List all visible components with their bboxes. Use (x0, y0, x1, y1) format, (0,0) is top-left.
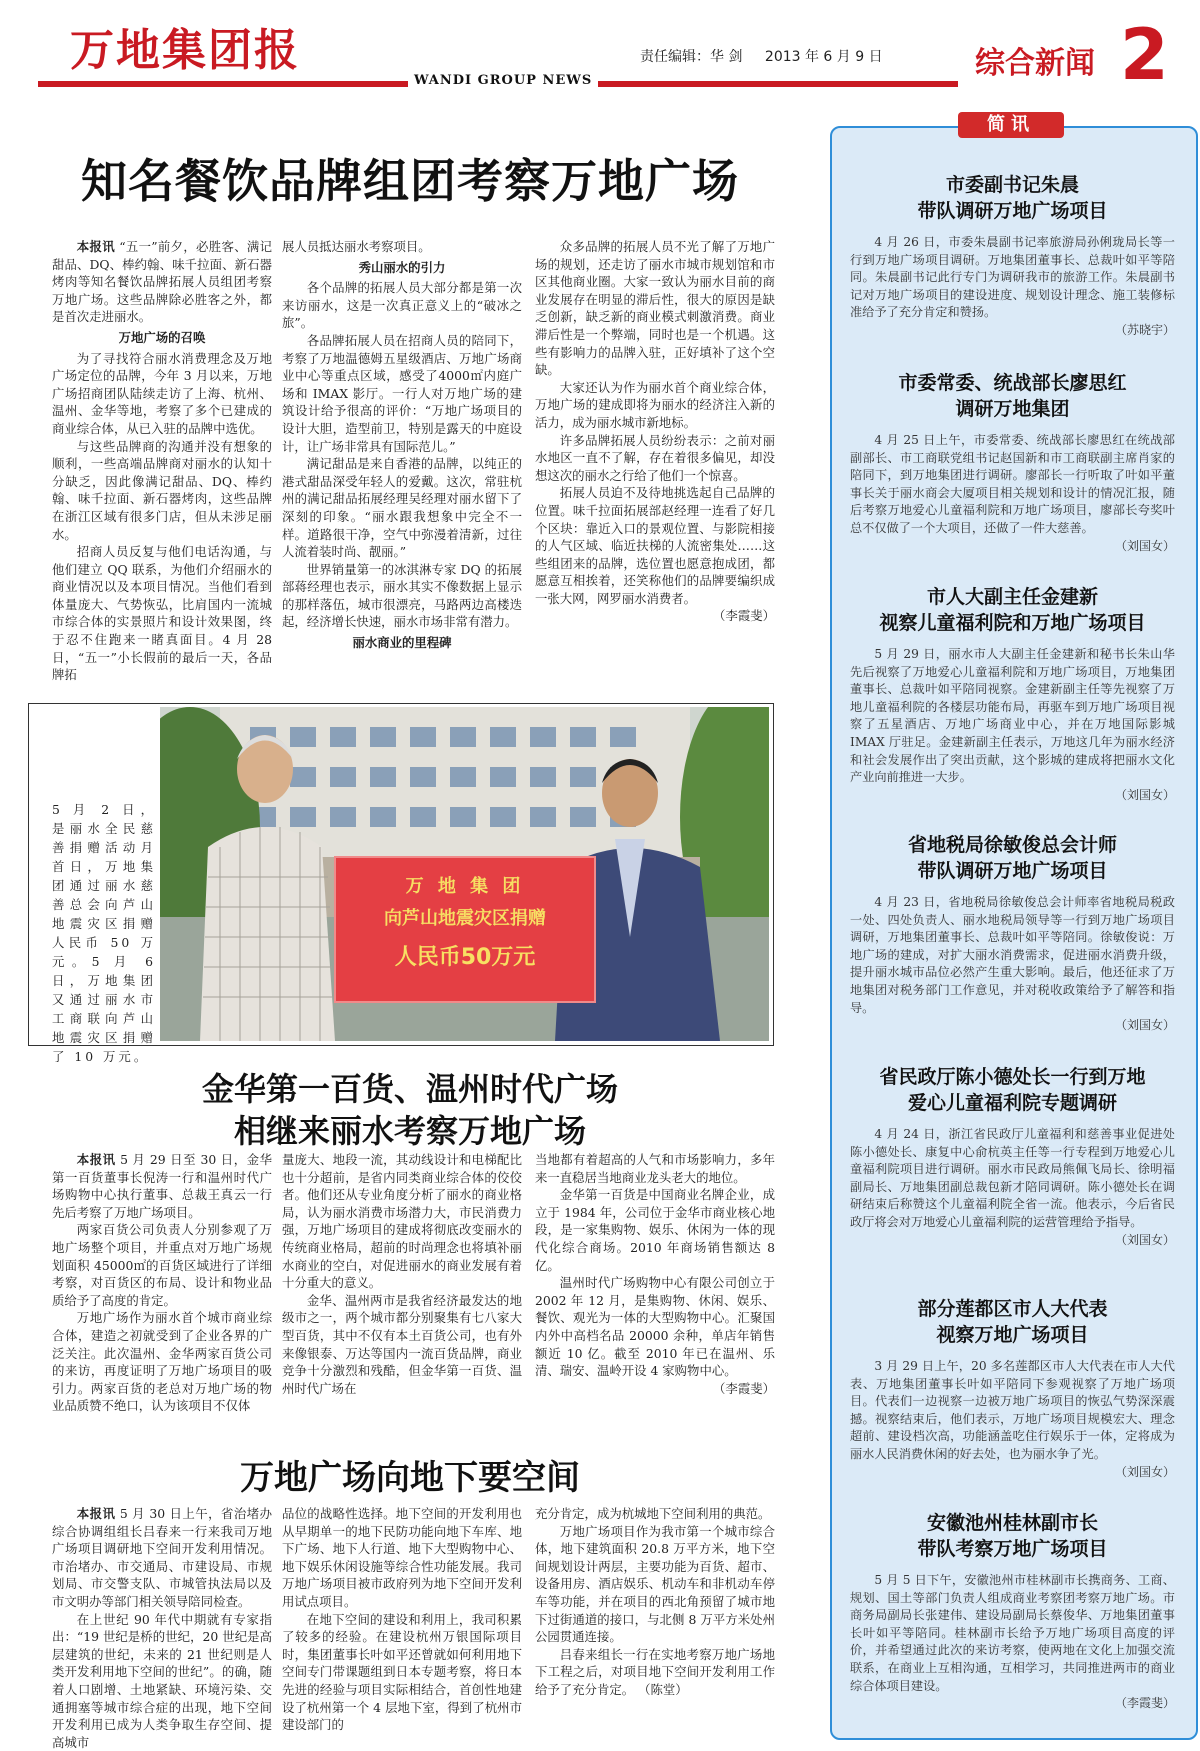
brief-title: 安徽池州桂林副市长 带队考察万地广场项目 (917, 1512, 1108, 1560)
article1-subhead: 秀山丽水的引力 (358, 259, 446, 275)
article2-headline-line-1: 金华第一百货、温州时代广场 (201, 1070, 618, 1108)
article3-column-3 (535, 1505, 775, 1699)
brief-item (850, 1510, 1175, 1713)
article1-lead: 本报讯 (76, 239, 115, 254)
article3-headline: 万地广场向地下要空间 (240, 1458, 580, 1498)
article1-column-1 (52, 238, 272, 684)
brief-body: 4 月 23 日，省地税局徐敏俊总会计师率省地税局税政一处、四处负责人、丽水地税局领导等一行到万地广场项目调研，万地集团董事长、总裁叶如平等陪同。徐敏俊说：万地广场的建成，对扩大丽水消费需求，促进丽水消费升级，提升丽水城市品位必然产生重大影响。最后，他还征求了万地集团对税务部门工作意见，并对税收政策给予了解答和指导。 (850, 895, 1175, 1015)
article3-paragraph: 品位的战略性选择。地下空间的开发利用也从早期单一的地下民防功能向地下车库、地下广场、地下人行道、地下大型购物中心、地下娱乐休闲设施等综合性功能发展。我司万地广场项目被市政府列为地下空间开发利用试点项目。 (282, 1506, 522, 1609)
newspaper-logo: 万地集团报 (70, 25, 300, 76)
article2-headline-line-2: 相继来丽水考察万地广场 (233, 1112, 586, 1150)
article1-paragraph: 各个品牌的拓展人员大部分都是第一次来访丽水，这是一次真正意义上的“破冰之旅”。 (282, 280, 522, 331)
donation-photo (160, 707, 769, 1041)
brief-title: 市委副书记朱晨 带队调研万地广场项目 (917, 174, 1108, 222)
brief-item (850, 1296, 1175, 1481)
brief-body: 5 月 29 日，丽水市人大副主任金建新和秘书长朱山华先后视察了万地爱心儿童福利院和万地广场项目，万地集团董事长、总裁叶如平陪同视察。金建新副主任等先视察了万地儿童福利院的各楼层功能布局，再驱车到万地广场项目视察了五星酒店、万地广场商业中心，并在万地国际影城 IMAX 厅驻足。金建新副主任表示，万地这几年为丽水经济和社会发展作出了突出贡献，这个影城的建成将把丽水文化产业向前推进一大步。 (850, 647, 1175, 785)
brief-body: 3 月 29 日上午，20 多名莲都区市人大代表在市人大代表、万地集团董事长叶如平陪同下参观视察了万地广场项目。代表们一边视察一边被万地广场项目的恢弘气势深深震撼。视察结束后，他们表示，万地广场项目规模宏大、理念超前、建设档次高，功能涵盖吃住行娱乐于一体，定将成为丽水人民消费休闲的好去处，也为丽水争了光。 (850, 1359, 1175, 1461)
brief-item (850, 172, 1175, 340)
article2-signature: （李霞斐） (713, 1380, 775, 1396)
section-title: 综合新闻 (975, 46, 1095, 81)
article2-paragraph: 万地广场作为丽水首个城市商业综合体，建造之初就受到了企业各界的广泛关注。此次温州、金华两家百货公司的来访，再度证明了万地广场项目的吸引力。两家百货的老总对万地广场的物业品质赞不绝口，认为该项目不仅体 (52, 1310, 272, 1414)
article3-paragraph: 在上世纪 90 年代中期就有专家指出：“19 世纪是桥的世纪，20 世纪是高层建筑的世纪，未来的 21 世纪则是人类开发利用地下空间的世纪”。的确，随着人口剧增、土地紧缺、环境污染、交通拥塞等城市综合症的出现，地下空间开发利用已成为人类争取生存空间、提高城市 (52, 1611, 272, 1750)
brief-item (850, 584, 1175, 804)
article1-paragraph: 各品牌拓展人员在招商人员的陪同下，考察了万地温德姆五星级酒店、万地广场商业中心等重点区域，感受了4000㎡内庭广场和 IMAX 影厅。一行人对万地广场的建筑设计给予很高的评价：“万地广场项目的设计大胆，造型前卫，特别是露天的中庭设计，让广场非常具有国际范儿。” (282, 332, 522, 454)
brief-signature: （刘国女） (1114, 1232, 1175, 1247)
brief-title: 省民政厅陈小德处长一行到万地 爱心儿童福利院专题调研 (879, 1066, 1146, 1114)
brief-signature: （刘国女） (1114, 1464, 1175, 1479)
article1-paragraph: 大家还认为作为丽水首个商业综合体，万地广场的建成即将为丽水的经济注入新的活力，成为丽水城市新地标。 (535, 379, 775, 430)
article2-column-3 (535, 1151, 775, 1397)
issue-date: 2013 年 6 月 9 日 (764, 49, 883, 65)
article1-paragraph: 许多品牌拓展人员纷纷表示：之前对丽水地区一直不了解，存在着很多偏见，却没想这次的丽水之行给了他们一个惊喜。 (535, 432, 775, 483)
article1-column-3 (535, 238, 775, 625)
article1-signature: （李霞斐） (713, 608, 775, 624)
article3-paragraph: 本报讯 5 月 30 日上午，省治堵办综合协调组组长吕春来一行来我司万地广场项目调研地下空间开发利用情况。市治堵办、市交通局、市建设局、市规划局、市交警支队、市城管执法局以及市文明办等部门相关领导陪同检查。 (52, 1506, 272, 1609)
article3-column-2 (282, 1505, 522, 1734)
article1-paragraph: 满记甜品是来自香港的品牌，以纯正的港式甜品深受年轻人的爱戴。这次，常驻杭州的满记甜品拓展经理吴经理对丽水留下了深刻的印象。“丽水跟我想象中完全不一样。道路很干净，空气中弥漫着清新，过往人流着装时尚、靓丽。” (282, 456, 522, 560)
article2-paragraph: 金华第一百货是中国商业名牌企业，成立于 1984 年，公司位于金华市商业核心地段，是一家集购物、娱乐、休闲为一体的现代化综合商场。2010 年商场销售额达 8 亿。 (535, 1187, 775, 1273)
article1-paragraph: 为了寻找符合丽水消费理念及万地广场定位的品牌，今年 3 月以来，万地广场招商团队陆续走访了上海、杭州、温州、金华等地，考察了多个已建成的商业综合体，从已入驻的品牌中选优。 (52, 350, 272, 436)
brief-signature: （刘国女） (1114, 1018, 1175, 1033)
article2-paragraph: 金华、温州两市是我省经济最发达的地级市之一，两个城市都分别聚集有七八家大型百货，其中不仅有本土百货公司，也有外来像银泰、万达等国内一流百货品牌，商业竞争十分激烈和残酷，但金华第一百货、温州时代广场在 (282, 1292, 522, 1396)
photo-caption: 5 月 2 日，是丽水全民慈善捐赠活动月首日，万地集团通过丽水慈善总会向芦山地震灾区捐赠人民币 50 万元。5 月 6 日，万地集团又通过丽水市工商联向芦山地震灾区捐赠了 10 万元。 (52, 802, 156, 1064)
brief-title: 省地税局徐敏俊总会计师 带队调研万地广场项目 (907, 834, 1117, 882)
article2-paragraph: 本报讯 5 月 29 日至 30 日，金华第一百货董事长倪涛一行和温州时代广场购物中心执行董事、总裁王真云一行先后考察了万地广场项目。 (52, 1152, 272, 1220)
article2-paragraph: 温州时代广场购物中心有限公司创立于 2002 年 12 月，是集购物、休闲、娱乐、餐饮、观光为一体的大型购物中心。汇聚国内外中高档名品 20000 余种，单店年销售额近 10 亿。截至 2010 年已在温州、乐清、瑞安、温岭开设 4 家购物中心。 (535, 1275, 775, 1379)
page-number: 2 (1120, 14, 1169, 96)
article2-paragraph: 量庞大、地段一流，其动线设计和电梯配比也十分超前，是省内同类商业综合体的佼佼者。他们还从专业角度分析了丽水的商业格局，认为丽水消费市场潜力大，市民消费力强，万地广场项目的建成将彻底改变丽水的传统商业格局，超前的时尚理念也将填补丽水商业的空白，对促进丽水的商业发展有着十分重大的意义。 (282, 1152, 522, 1291)
brief-body: 4 月 24 日，浙江省民政厅儿童福利和慈善事业促进处陈小德处长、康复中心俞杭英主任等一行专程到万地爱心儿童福利院项目进行调研。丽水市民政局熊佩飞局长、徐明福副局长、万地集团副总裁包新才陪同调研。陈小德处长在调研结束后称赞这个儿童福利院全省一流。他表示，今后省民政厅将会对万地爱心儿童福利院的运营管理给予指导。 (850, 1127, 1175, 1229)
article2-paragraph: 两家百货公司负责人分别参观了万地广场整个项目，并重点对万地广场规划面积 45000㎡的百货区域进行了详细考察，对百货区的布局、设计和物业品质给予了高度的肯定。 (52, 1222, 272, 1308)
article3-lead: 本报讯 (76, 1506, 116, 1521)
article3-paragraph: 吕春来组长一行在实地考察万地广场地下工程之后，对项目地下空间开发利用工作给予了充分肯定。 （陈堂） (535, 1646, 775, 1697)
article2-column-2 (282, 1151, 522, 1397)
brief-signature: （刘国女） (1114, 538, 1175, 553)
brief-title: 市委常委、统战部长廖思红 调研万地集团 (898, 372, 1127, 420)
donation-board-text (335, 872, 595, 980)
article2-column-1 (52, 1151, 272, 1415)
article1-paragraph: 本报讯 “五一”前夕，必胜客、满记甜品、DQ、棒约翰、味千拉面、新石器烤肉等知名餐饮品牌拓展人员组团考察万地广场。这些品牌除必胜客之外，都是首次走进丽水。 (52, 239, 273, 325)
brief-title: 市人大副主任金建新 视察儿童福利院和万地广场项目 (879, 586, 1146, 634)
article3-signature: （陈堂） (638, 1681, 688, 1697)
brief-item (850, 832, 1175, 1035)
article1-paragraph: 世界销量第一的冰淇淋专家 DQ 的拓展部蒋经理也表示，丽水其实不像数据上显示的那样落伍，城市很漂亮，马路两边高楼迭起，经济增长快速，丽水市场非常有潜力。 (282, 561, 522, 630)
brief-signature: （李霞斐） (1114, 1696, 1175, 1711)
brief-signature: （苏晓宇） (1114, 322, 1175, 337)
article3-column-1 (52, 1505, 272, 1751)
board-line-1: 万 地 集 团 (405, 876, 525, 897)
article1-paragraph: 展人员抵达丽水考察项目。 (282, 239, 431, 254)
editor-label: 责任编辑：华 剑 (640, 49, 743, 65)
brief-signature: （刘国女） (1114, 787, 1175, 802)
article1-paragraph: 招商人员反复与他们电话沟通，与他们建立 QQ 联系，为他们介绍丽水的商业情况以及本项目情况。当他们看到体量庞大、气势恢弘，比肩国内一流城市综合体的实景照片和设计效果图，终于忍不住跑来一睹真面目。4 月 28 日，“五一”小长假前的最后一天，各品牌拓 (52, 544, 272, 683)
brief-item (850, 1064, 1175, 1249)
article1-column-2 (282, 238, 522, 655)
brief-body: 4 月 25 日上午，市委常委、统战部长廖思红在统战部副部长、市工商联党组书记赵国新和市工商联副主席肖家的陪同下，到万地集团进行调研。廖部长一行听取了叶如平董事长关于丽水商会大厦项目相关规划和设计的情况汇报，随后考察万地爱心儿童福利院和万地广场项目，廖部长夸奖叶总不仅做了一个大项目，还做了一件大慈善。 (850, 433, 1175, 535)
article1-subhead: 万地广场的召唤 (118, 329, 206, 345)
brief-body: 4 月 26 日，市委朱晨副书记率旅游局孙俐珑局长等一行到万地广场项目调研。万地集团董事长、总裁叶如平等陪同。朱晨副书记此行专门为调研我市的旅游工作。朱晨副书记对万地广场项目的建设进度、规划设计理念、施工装修标准给予了充分肯定和赞扬。 (850, 235, 1175, 320)
editor-and-date (640, 46, 901, 66)
article1-paragraph: 众多品牌的拓展人员不光了解了万地广场的规划，还走访了丽水市城市规划馆和市区其他商业圈。大家一致认为丽水目前的商业发展存在明显的滞后性，很大的原因是缺乏创新，缺乏新的商业模式刺激消费。商业滞后性是一个弊端，同时也是一个机遇。这些有影响力的品牌入驻，正好填补了这个空缺。 (535, 239, 775, 378)
brief-title: 部分莲都区市人大代表 视察万地广场项目 (917, 1298, 1108, 1346)
board-line-3: 人民币50万元 (394, 945, 536, 970)
article1-paragraph: 拓展人员迫不及待地挑选起自己品牌的位置。味千拉面拓展部赵经理一连看了好几个区块：靠近入口的景观位置、与影院相接的人气区域、临近扶梯的人流密集处……这些组团来的品牌，选位置也愿意抱成团，都愿意互相挨着，还笑称他们的品牌要编织成一张大网，网罗丽水消费者。 (535, 485, 775, 606)
article1-headline: 知名餐饮品牌组团考察万地广场 (81, 154, 739, 208)
article1-subhead: 丽水商业的里程碑 (352, 635, 452, 651)
article3-paragraph: 在地下空间的建设和利用上，我司积累了较多的经验。在建设杭州万银国际项目时，集团董事长叶如平还曾就如何利用地下空间专门带课题组到日本专题考察，将日本先进的经验与项目实际相结合，首创性地建设了杭州第一个 4 层地下室，得到了杭州市建设部门的 (282, 1611, 522, 1733)
article3-paragraph: 万地广场项目作为我市第一个城市综合体，地下建筑面积 20.8 万平方米，地下空间规划设计两层，主要功能为百货、超市、设备用房、酒店娱乐、机动车和非机动车停车等功能，并在项目的西北角预留了城市地下过街通道的接口，与北侧 8 万平方米处州公园贯通连接。 (535, 1523, 775, 1645)
briefs-tag: 简讯 (958, 112, 1064, 138)
english-name: WANDI GROUP NEWS (408, 73, 598, 88)
brief-item (850, 370, 1175, 555)
brief-body: 5 月 5 日下午，安徽池州市桂林副市长携商务、工商、规划、国土等部门负责人组成商业考察团考察万地广场。市商务局副局长张建伟、建设局副局长蔡俊华、万地集团董事长叶如平等陪同。桂林副市长给予万地广场项目高度的评价，并希望通过此次的来访考察，使两地在文化上加强交流联系，在商业上互相沟通，互相学习，共同推进两市的商业综合体项目建设。 (850, 1573, 1175, 1693)
article2-headline (30, 1068, 790, 1152)
article2-paragraph: 当地都有着超高的人气和市场影响力，多年来一直稳居当地商业龙头老大的地位。 (535, 1152, 775, 1185)
article3-paragraph: 充分肯定，成为杭城地下空间利用的典范。 (535, 1506, 771, 1521)
article1-paragraph: 与这些品牌商的沟通并没有想象的顺利，一些高端品牌商对丽水的认知十分缺乏，因此像满记甜品、DQ、棒约翰、味千拉面、新石器烤肉，这些品牌在浙江区域有很多门店，但从未涉足丽水。 (52, 438, 272, 542)
board-line-2: 向芦山地震灾区捐赠 (384, 908, 546, 929)
article2-lead: 本报讯 (76, 1152, 116, 1167)
